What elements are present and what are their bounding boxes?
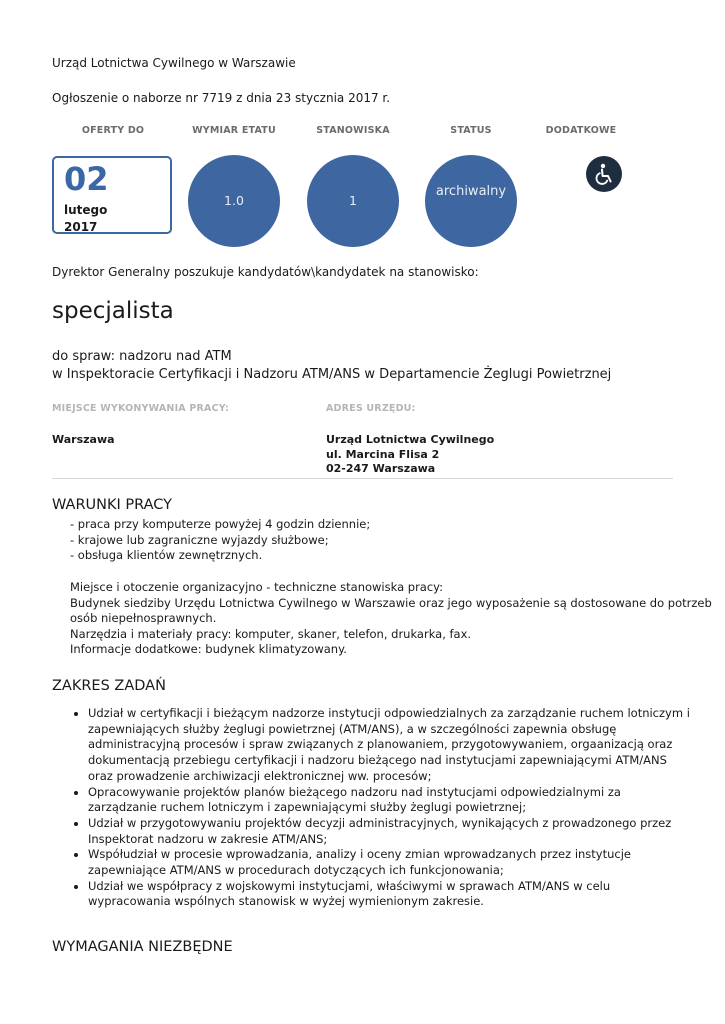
lead-text: Dyrektor Generalny poszukuje kandydatów\kandydatek na stanowisko: [52,265,479,279]
office-address-line: 02-247 Warszawa [326,462,436,475]
work-location-label: MIEJSCE WYKONYWANIA PRACY: [52,403,230,414]
status-value: archiwalny [435,184,507,199]
status-label: STATUS [450,125,492,136]
fte-circle [188,155,280,247]
fte-label: WYMIAR ETATU [192,125,276,136]
office-address-line: ul. Marcina Flisa 2 [326,447,440,461]
office-address [326,433,494,477]
status-circle [425,155,517,247]
deadline-month: lutego [64,203,108,217]
list-item: • Udział we współpracy z wojskowymi instytucjami, właściwymi w sprawach ATM/ANS w celu wypracowania wspólnych stanowisk w wyżej wymienionym zakresie. [88,879,693,910]
divider [52,478,673,479]
list-item: - krajowe lub zagraniczne wyjazdy służbowe; [70,532,329,547]
conditions-heading: WARUNKI PRACY [52,497,173,513]
list-item: • Udział w certyfikacji i bieżącym nadzorze instytucji odpowiedzialnych za zarządzanie ruchem lotniczym i zapewniających służby żeglugi powietrznej (ATM/ANS), a w szczególności zapewnia obsługę administracyjną procesów i spraw związanych z planowaniem, przygotowywaniem, orgaanizacją oraz dokumentacją przebiegu certyfikacji i nadzoru bieżącego nad instytucjami zapewniającymi ATM/ANS oraz prowadzenie archiwizacji elektronicznej ww. procesów; [88,706,693,785]
list-item: • Współudział w procesie wprowadzania, analizy i oceny zmian wprowadzanych przez instytucje zapewniające ATM/ANS w procedurach dotyczących ich funkcjonowania; [88,847,693,878]
env-building-line: Budynek siedziby Urzędu Lotnictwa Cywilnego w Warszawie oraz jego wyposażenie są dostosowane do potrzeb [70,595,712,610]
positions-label: STANOWISKA [316,125,390,136]
extras-label: DODATKOWE [545,125,617,136]
position-line-2: w Inspektoracie Certyfikacji i Nadzoru ATM/ANS w Departamencie Żeglugi Powietrznej [52,367,612,382]
list-item: - obsługa klientów zewnętrznych. [70,548,263,562]
env-building-line: osób niepełnosprawnych. [70,611,217,625]
position-line-1: do spraw: nadzoru nad ATM [52,349,232,364]
deadline-date-box [52,156,172,234]
deadline-year: 2017 [64,220,98,234]
positions-circle [307,155,399,247]
work-environment [70,580,712,658]
env-intro: Miejsce i otoczenie organizacyjno - techniczne stanowiska pracy: [70,580,444,594]
list-item: • Udział w przygotowywaniu projektów decyzji administracyjnych, wynikających z prowadzonego przez Inspektorat nadzoru w zakresie ATM/ANS; [88,816,693,847]
env-tools: Narzędzia i materiały pracy: komputer, skaner, telefon, drukarka, fax. [70,626,472,641]
deadline-day: 02 [64,160,109,198]
position-title: specjalista [52,298,174,324]
deadline-label: OFERTY DO [81,125,145,136]
work-location-value: Warszawa [52,433,115,446]
conditions-list [70,517,370,564]
wheelchair-accessibility-icon [586,156,622,192]
position-description [52,348,611,384]
positions-value: 1 [349,193,357,208]
office-address-label: ADRES URZĘDU: [326,403,416,414]
fte-value: 1.0 [224,193,244,208]
notice-number: Ogłoszenie o naborze nr 7719 z dnia 23 stycznia 2017 r. [52,91,391,105]
list-item: - praca przy komputerze powyżej 4 godzin dziennie; [70,517,371,531]
office-address-line: Urząd Lotnictwa Cywilnego [326,433,495,446]
tasks-heading: ZAKRES ZADAŃ [52,678,166,694]
list-item: • Opracowywanie projektów planów bieżącego nadzoru nad instytucjami odpowiedzialnymi za zarządzanie ruchem lotniczym i zapewniającymi służby żeglugi powietrznej; [88,785,693,816]
tasks-list [70,706,693,910]
env-info: Informacje dodatkowe: budynek klimatyzowany. [70,642,347,656]
organization-name: Urząd Lotnictwa Cywilnego w Warszawie [52,56,296,70]
requirements-heading: WYMAGANIA NIEZBĘDNE [52,939,233,955]
